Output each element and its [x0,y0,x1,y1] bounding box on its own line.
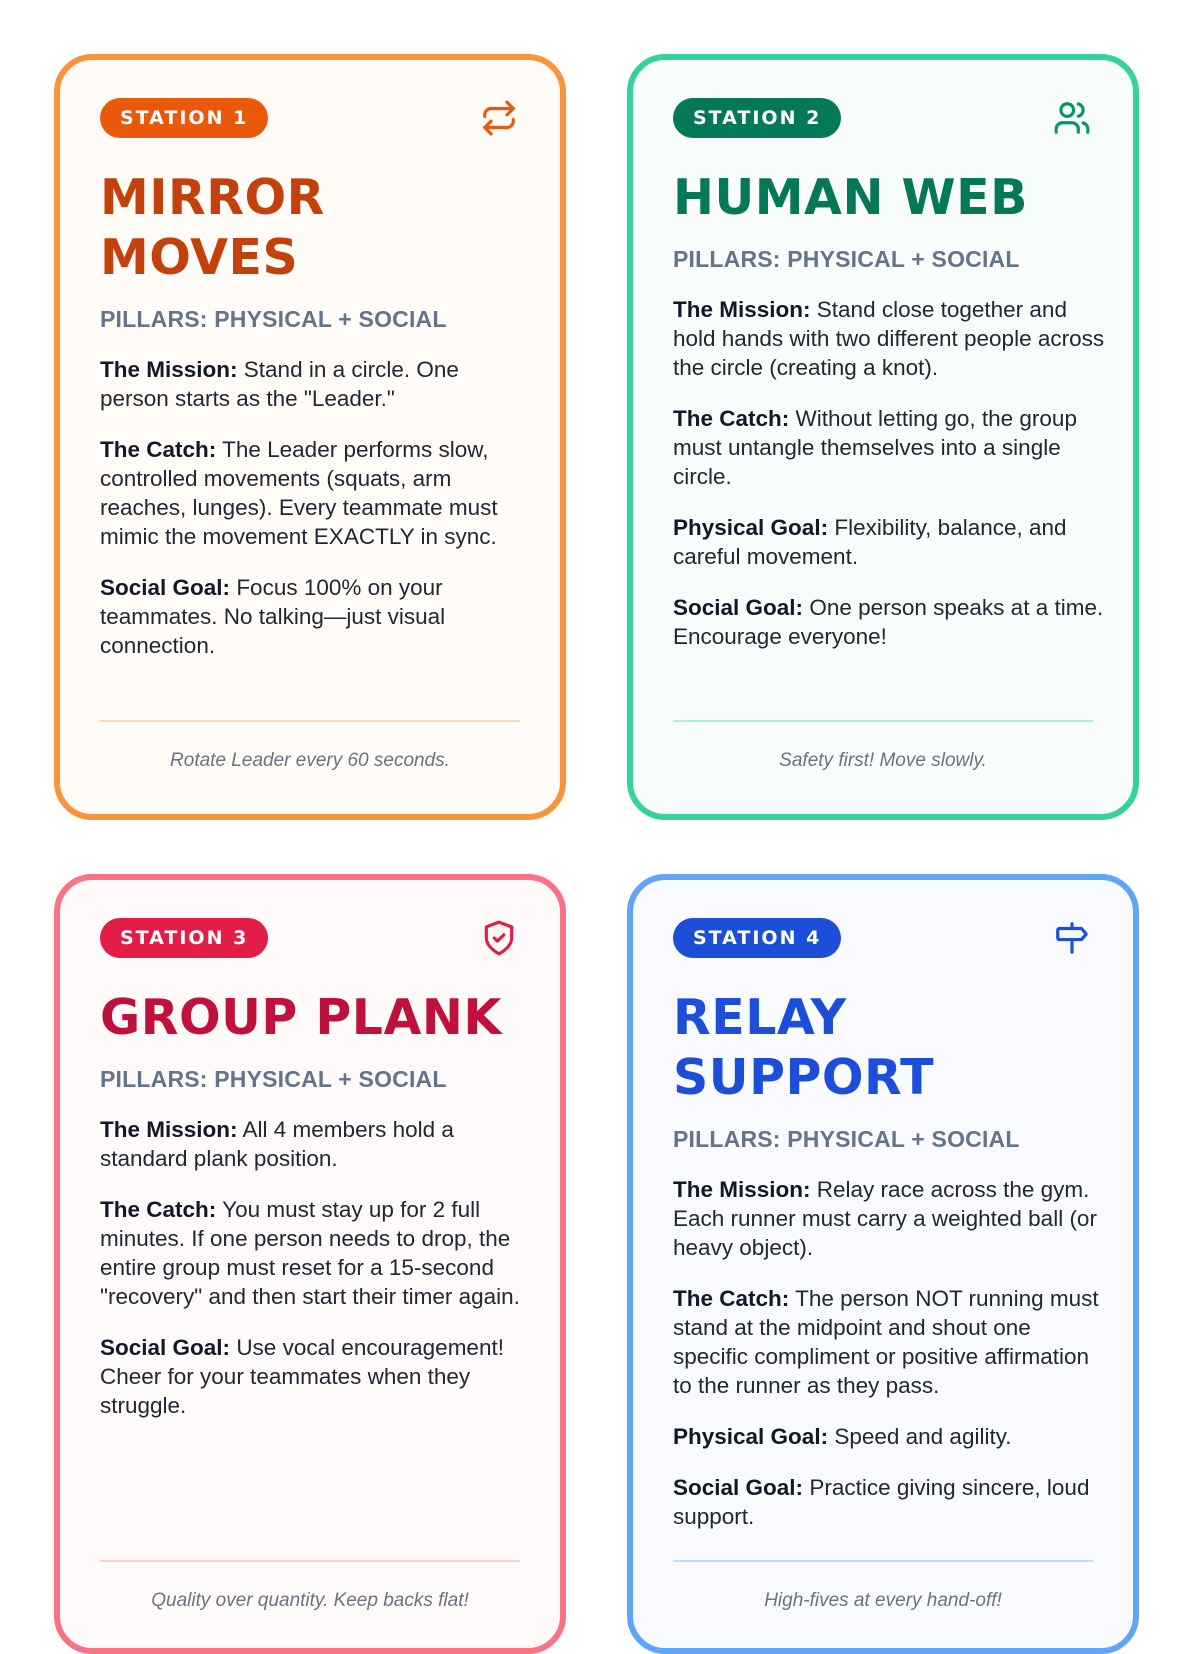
station-badge: STATION 1 [100,98,268,138]
social-goal-label: Social Goal: [100,1335,231,1360]
signpost-icon [1053,919,1091,957]
social-goal-body: Practice giving sincere, loud support. [673,1475,1090,1529]
social-goal-body: Focus 100% on your teammates. No talking—just visual connection. [100,575,446,658]
card-title: MIRROR MOVES [100,169,325,286]
mission-text [100,355,532,413]
social-goal-text [100,573,532,660]
station-card-4 [627,874,1139,1654]
pillars-label: PILLARS: PHYSICAL + SOCIAL [673,246,1020,272]
card-footer-note: High-fives at every hand-off! [673,1560,1093,1612]
station-badge: STATION 4 [673,918,841,958]
mission-body: Stand close together and hold hands with two different people across the circle (creating a knot). [673,297,1105,380]
shield-check-icon [480,919,518,957]
station-badge: STATION 2 [673,98,841,138]
pillars-label: PILLARS: PHYSICAL + SOCIAL [100,1066,447,1092]
social-goal-body: One person speaks at a time. Encourage everyone! [673,595,1104,649]
station-card-2 [627,54,1139,820]
physical-goal-label: Physical Goal: [673,515,829,540]
catch-text [100,1195,532,1311]
mission-label: The Mission: [100,1117,238,1142]
social-goal-text [673,593,1105,651]
catch-text [673,404,1105,491]
card-header [673,98,1093,138]
catch-body: The Leader performs slow, controlled movements (squats, arm reaches, lunges). Every teammate must mimic the movement EXACTLY in sync. [100,437,498,549]
mission-label: The Mission: [673,1177,811,1202]
mission-body: Stand in a circle. One person starts as the "Leader." [100,357,459,411]
catch-text [673,1284,1105,1400]
social-goal-body: Use vocal encouragement! Cheer for your teammates when they struggle. [100,1335,504,1418]
social-goal-text [673,1473,1105,1531]
card-header [100,98,520,138]
mission-text [673,295,1105,382]
catch-body: Without letting go, the group must untangle themselves into a single circle. [673,406,1077,489]
station-card-3 [54,874,566,1654]
mission-text [100,1115,532,1173]
mission-body: All 4 members hold a standard plank position. [100,1117,454,1171]
card-footer-note: Safety first! Move slowly. [673,720,1093,772]
social-goal-label: Social Goal: [100,575,231,600]
mission-label: The Mission: [100,357,238,382]
catch-label: The Catch: [673,1286,790,1311]
card-title: RELAY SUPPORT [673,989,935,1106]
mission-body: Relay race across the gym. Each runner must carry a weighted ball (or heavy object). [673,1177,1097,1260]
catch-label: The Catch: [100,437,217,462]
station-badge: STATION 3 [100,918,268,958]
card-header [673,918,1093,958]
social-goal-label: Social Goal: [673,1475,804,1500]
card-footer-note: Rotate Leader every 60 seconds. [100,720,520,772]
card-header [100,918,520,958]
mission-text [673,1175,1105,1262]
physical-goal-body: Flexibility, balance, and careful movement. [673,515,1067,569]
pillars-label: PILLARS: PHYSICAL + SOCIAL [100,306,447,332]
catch-text [100,435,532,551]
catch-body: The person NOT running must stand at the midpoint and shout one specific compliment or positive affirmation to the runner as they pass. [673,1286,1099,1398]
physical-goal-text [673,1422,1105,1451]
catch-label: The Catch: [100,1197,217,1222]
mission-label: The Mission: [673,297,811,322]
physical-goal-label: Physical Goal: [673,1424,829,1449]
catch-label: The Catch: [673,406,790,431]
catch-body: You must stay up for 2 full minutes. If one person needs to drop, the entire group must reset for a 15-second "recovery" and then start their timer again. [100,1197,520,1309]
card-footer-note: Quality over quantity. Keep backs flat! [100,1560,520,1612]
social-goal-label: Social Goal: [673,595,804,620]
physical-goal-body: Speed and agility. [834,1424,1012,1449]
physical-goal-text [673,513,1105,571]
card-title: GROUP PLANK [100,989,502,1046]
station-card-1 [54,54,566,820]
social-goal-text [100,1333,532,1420]
card-title: HUMAN WEB [673,169,1028,226]
users-icon [1053,99,1091,137]
pillars-label: PILLARS: PHYSICAL + SOCIAL [673,1126,1020,1152]
repeat-icon [480,99,518,137]
